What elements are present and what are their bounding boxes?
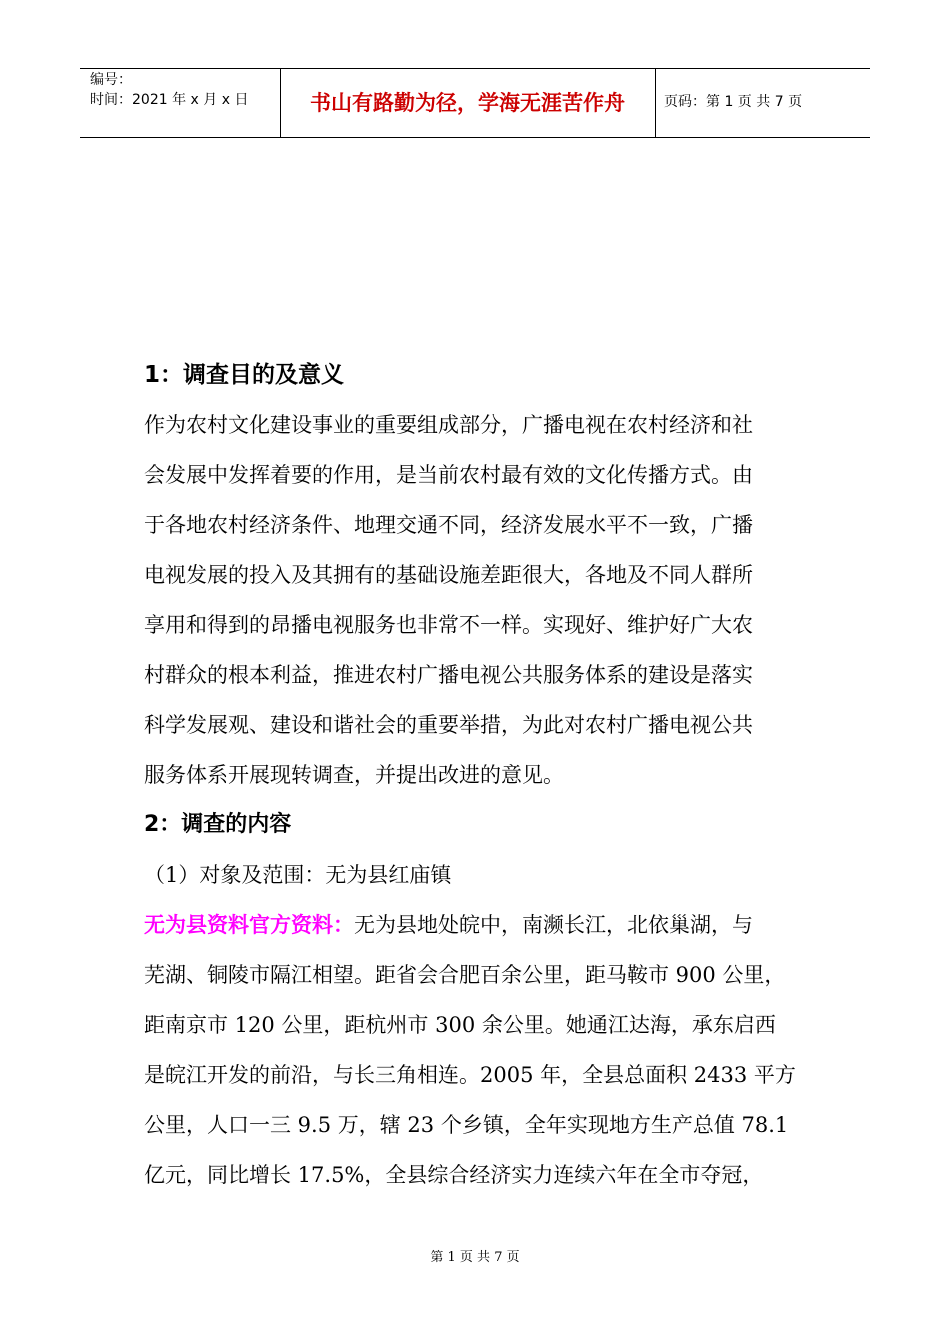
paragraph-line-text: 无为县地处皖中，南濒长江，北依巢湖，与 bbox=[354, 913, 753, 937]
header-meta-cell bbox=[80, 69, 280, 137]
highlight-label: 无为县资料官方资料： bbox=[144, 913, 354, 937]
header-motto: 书山有路勤为径，学海无涯苦作舟 bbox=[310, 91, 625, 115]
paragraph-line: 距南京市 120 公里，距杭州市 300 余公里。她通江达海，承东启西 bbox=[144, 1013, 776, 1037]
section-heading-content: 2：调查的内容 bbox=[144, 812, 292, 837]
scope-line: （1）对象及范围：无为县红庙镇 bbox=[144, 863, 452, 887]
paragraph-line: 公里，人口一三 9.5 万，辖 23 个乡镇，全年实现地方生产总值 78.1 bbox=[144, 1113, 789, 1137]
paragraph-line: 芜湖、铜陵市隔江相望。距省会合肥百余公里，距马鞍市 900 公里， bbox=[144, 963, 786, 987]
time-label: 时间：2021 年 x 月 x 日 bbox=[90, 92, 249, 108]
paragraph-line: 科学发展观、建设和谐社会的重要举措，为此对农村广播电视公共 bbox=[144, 713, 753, 737]
paragraph-line bbox=[144, 900, 824, 950]
paragraph-line: 亿元，同比增长 17.5%，全县综合经济实力连续六年在全市夺冠， bbox=[144, 1163, 764, 1187]
paragraph-line: 是皖江开发的前沿，与长三角相连。2005 年，全县总面积 2433 平方 bbox=[144, 1063, 796, 1087]
header-page-info: 页码：第 1 页 共 7 页 bbox=[664, 94, 803, 110]
section-heading-purpose: 1：调查目的及意义 bbox=[144, 362, 345, 388]
paragraph-line: 于各地农村经济条件、地理交通不同，经济发展水平不一致，广播 bbox=[144, 513, 753, 537]
header-divider bbox=[655, 69, 656, 137]
document-header bbox=[80, 68, 870, 138]
paragraph-line: 会发展中发挥着要的作用，是当前农村最有效的文化传播方式。由 bbox=[144, 463, 753, 487]
number-label: 编号： bbox=[90, 72, 132, 88]
page-footer: 第 1 页 共 7 页 bbox=[430, 1250, 520, 1265]
paragraph-line: 电视发展的投入及其拥有的基础设施差距很大，各地及不同人群所 bbox=[144, 563, 753, 587]
paragraph-line: 村群众的根本利益，推进农村广播电视公共服务体系的建设是落实 bbox=[144, 663, 753, 687]
document-body bbox=[144, 350, 824, 1200]
paragraph-line: 享用和得到的昂播电视服务也非常不一样。实现好、维护好广大农 bbox=[144, 613, 753, 637]
paragraph-line: 作为农村文化建设事业的重要组成部分，广播电视在农村经济和社 bbox=[144, 413, 753, 437]
paragraph-line: 服务体系开展现转调查，并提出改进的意见。 bbox=[144, 763, 564, 787]
